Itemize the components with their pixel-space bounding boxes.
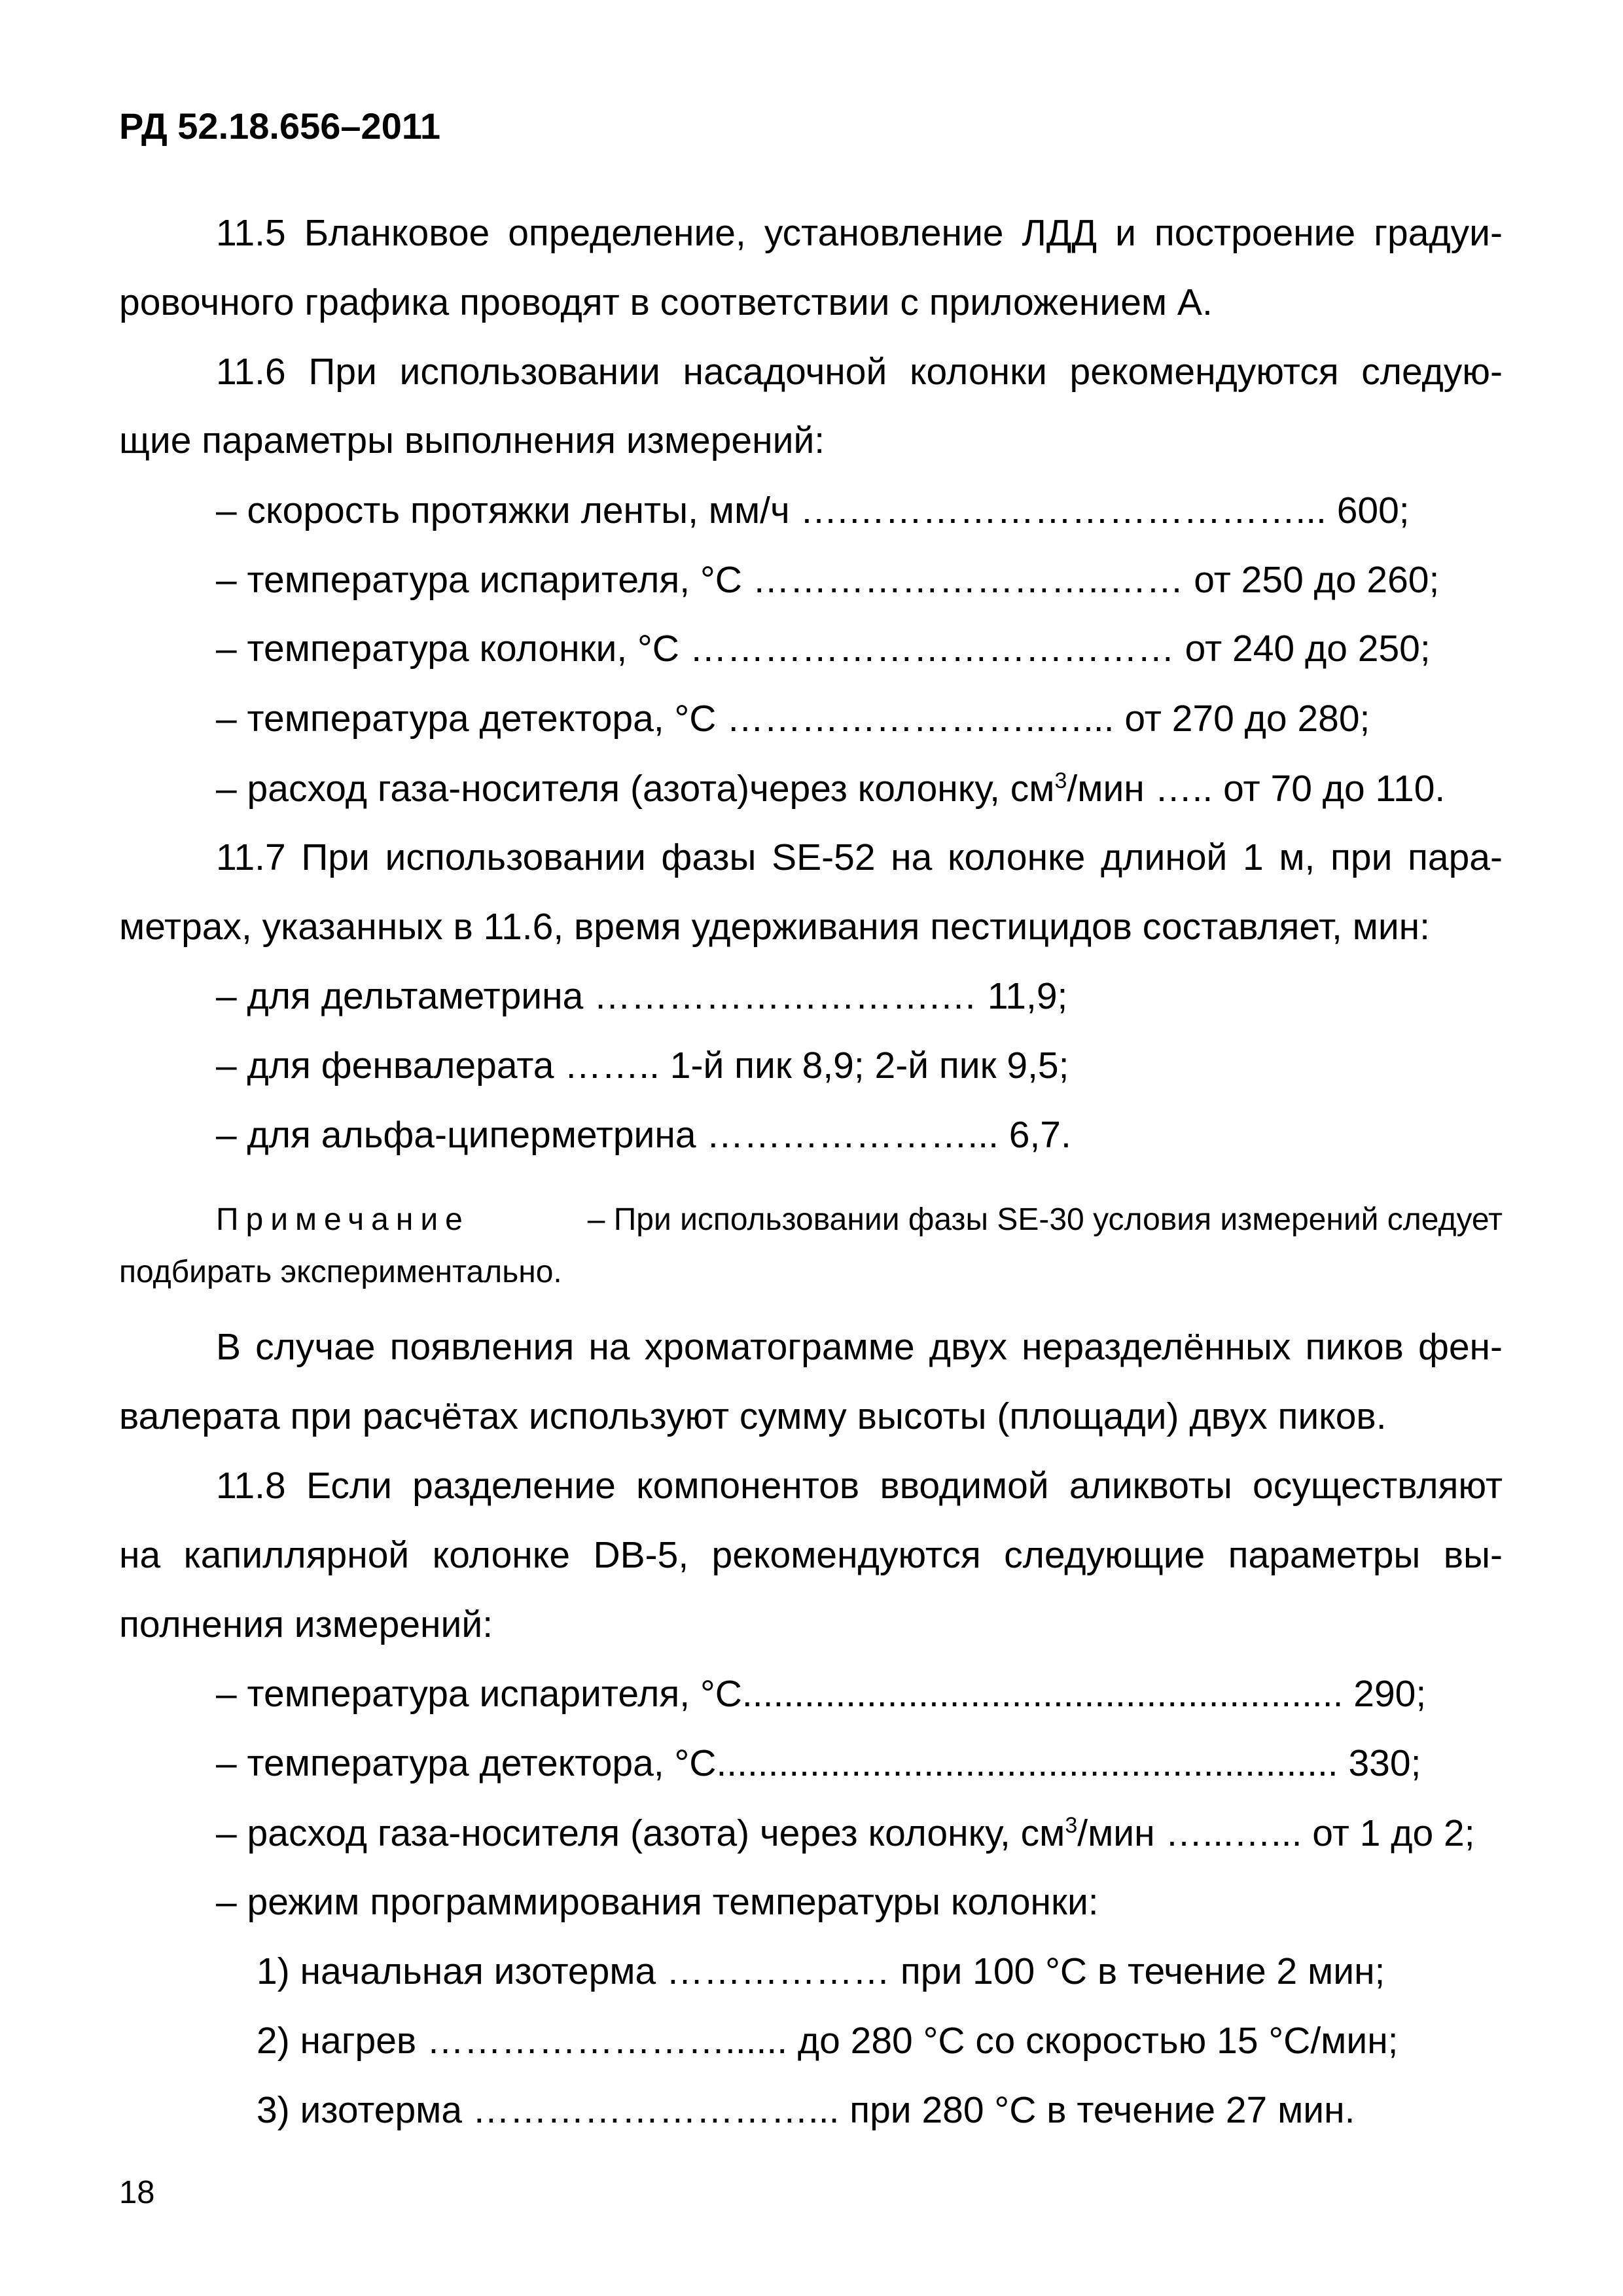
parameter-item: – температура детектора, °С............................................................ 330; (216, 1742, 1421, 1784)
retention-time-item: – для альфа-циперметрина …………………... 6,7. (216, 1114, 1071, 1156)
parameter-item: – температура испарителя, °С.......................................................... 290; (216, 1673, 1427, 1715)
carrier-gas-flow-item: – расход газа-носителя (азота)через колонку, $см^3$/мин ….. от 70 до 110. (216, 768, 1446, 810)
fenvalerate-line-1: В случае появления на хроматограмме двух неразделённых пиков фен- (216, 1326, 1503, 1368)
parameter-item: – температура колонки, °С ………………………………… от 240 до 250; (216, 628, 1431, 670)
parameter-item: – температура детектора, °С ……………………..…... от 270 до 280; (216, 698, 1370, 740)
temperature-program-step: 3) изотерма ………………………... при 280 °С в течение 27 мин. (257, 2089, 1355, 2131)
section-11-5-line-2: ровочного графика проводят в соответствии с приложением А. (119, 281, 1213, 323)
note-text: – При использовании фазы SE-30 условия измерений следует (587, 1202, 1503, 1237)
page-number: 18 (119, 2175, 155, 2210)
section-11-8-line-1: 11.8 Если разделение компонентов вводимой аликвоты осуществляют (216, 1465, 1503, 1507)
section-11-7-line-1: 11.7 При использовании фазы SE-52 на колонке длиной 1 м, при пара- (216, 836, 1503, 878)
carrier-gas-flow-item: – расход газа-носителя (азота) через колонку, $см^3$/мин …...…... от 1 до 2; (216, 1812, 1475, 1854)
note-line-1 (216, 1202, 1503, 1238)
parameter-item: – скорость протяжки ленты, мм/ч ….………………………………... 600; (216, 490, 1410, 531)
retention-time-item: – для фенвалерата …….. 1-й пик 8,9; 2-й пик 9,5; (216, 1045, 1069, 1086)
section-11-5-line-1: 11.5 Бланковое определение, установление ЛДД и построение градуи- (216, 212, 1503, 254)
section-11-8-line-2: на капиллярной колонке DB-5, рекомендуются следующие параметры вы- (119, 1534, 1503, 1576)
section-11-6-line-1: 11.6 При использовании насадочной колонки рекомендуются следую- (216, 351, 1503, 393)
temperature-program-title: – режим программирования температуры колонки: (216, 1881, 1099, 1923)
retention-time-item: – для дельтаметрина ……………………….… 11,9; (216, 975, 1068, 1017)
document-id: РД 52.18.656–2011 (119, 105, 441, 147)
temperature-program-step: 1) начальная изотерма ……………… при 100 °С в течение 2 мин; (257, 1950, 1385, 1992)
section-11-6-line-2: щие параметры выполнения измерений: (119, 420, 825, 461)
section-11-7-line-2: метрах, указанных в 11.6, время удерживания пестицидов составляет, мин: (119, 906, 1430, 948)
note-label: Примечание (216, 1202, 470, 1237)
parameter-item: – температура испарителя, °С ………………………..…… от 250 до 260; (216, 559, 1440, 601)
section-11-8-line-3: полнения измерений: (119, 1604, 493, 1645)
fenvalerate-line-2: валерата при расчётах используют сумму высоты (площади) двух пиков. (119, 1395, 1387, 1437)
note-line-2: подбирать экспериментально. (119, 1255, 562, 1289)
temperature-program-step: 2) нагрев ……………………...... до 280 °С со скоростью 15 °С/мин; (257, 2020, 1399, 2062)
